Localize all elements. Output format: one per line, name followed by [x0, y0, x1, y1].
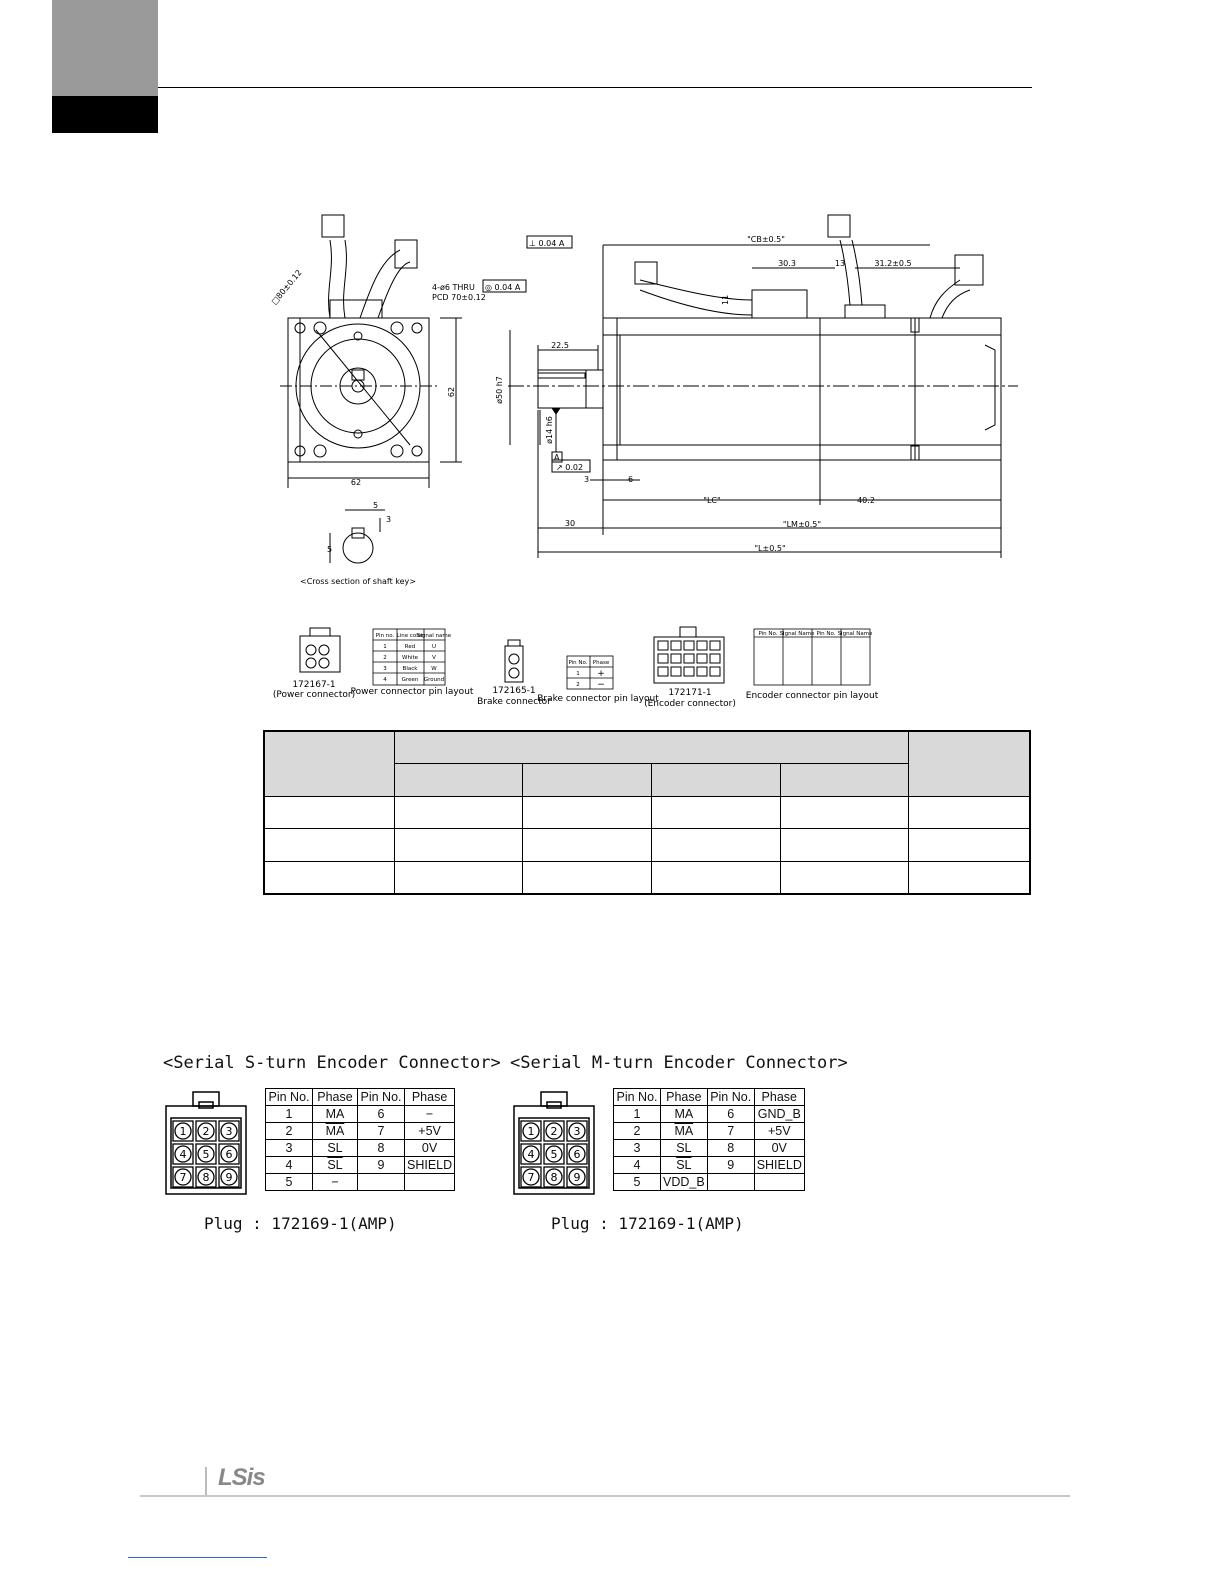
brake-layout-caption: Brake connector pin layout — [537, 694, 659, 704]
serial-m-cell: $\overline{MA}$ — [661, 1123, 708, 1140]
serial-m-cell: 8 — [707, 1140, 754, 1157]
power-cell: Black — [402, 666, 418, 672]
serial-m-cell: 0V — [754, 1140, 804, 1157]
serial-s-plug-drawing — [165, 1088, 247, 1198]
power-cell: 3 — [383, 666, 387, 672]
power-cell: V — [432, 655, 436, 661]
spec-header-cell — [909, 731, 1030, 796]
brake-cell: − — [597, 680, 605, 690]
power-cell: U — [431, 644, 437, 650]
serial-m-cell: SL — [661, 1140, 708, 1157]
serial-m-cell: GND_B — [754, 1106, 804, 1123]
dim-6: 6 — [628, 475, 634, 484]
spec-header-cell — [264, 731, 394, 796]
serial-m-plug-drawing — [513, 1088, 595, 1198]
pcd-label: PCD 70±0.12 — [432, 293, 486, 302]
serial-s-cell: $\overline{SL}$ — [313, 1157, 358, 1174]
serial-m-cell: 2 — [614, 1123, 661, 1140]
footer-divider — [205, 1467, 207, 1495]
serial-s-cell: − — [405, 1106, 455, 1123]
brake-cell: + — [597, 669, 605, 679]
encoder-th-signal2: Signal Name — [837, 631, 873, 637]
brake-cell: 2 — [576, 682, 580, 688]
serial-m-cell: 6 — [707, 1106, 754, 1123]
serial-s-cell: 7 — [358, 1123, 405, 1140]
serial-s-cell: 9 — [358, 1157, 405, 1174]
power-th-pin: Pin no. — [375, 633, 395, 639]
serial-s-pin: 6 — [225, 1148, 233, 1161]
power-cell: 2 — [383, 655, 387, 661]
serial-m-pin: 4 — [527, 1148, 535, 1161]
power-cell: 4 — [383, 677, 387, 683]
serial-s-cell: SHIELD — [405, 1157, 455, 1174]
serial-m-pin: 1 — [527, 1125, 535, 1138]
serial-s-cell: 5 — [266, 1174, 313, 1191]
serial-m-cell: 9 — [707, 1157, 754, 1174]
diag-label: □80±0.12 — [269, 268, 304, 307]
holes-label: 4-ø6 THRU — [432, 283, 475, 292]
dim-31-2: 31.2±0.5 — [874, 259, 912, 268]
brake-cell: 1 — [576, 671, 580, 677]
dim-cb: "CB±0.5" — [747, 235, 785, 244]
serial-m-cell: MA — [661, 1106, 708, 1123]
dim-11: 11 — [721, 294, 730, 305]
serial-m-cell: SHIELD — [754, 1157, 804, 1174]
shaft-dia2: ø14 h6 — [545, 416, 554, 444]
encoder-th-pin2: Pin No. — [816, 631, 836, 637]
power-cell: Red — [404, 644, 416, 650]
serial-s-cell: 0V — [405, 1140, 455, 1157]
serial-m-th: Phase — [661, 1089, 708, 1106]
brake-connector-sub: Brake connector — [477, 697, 551, 707]
conc-tolerance: ◎ 0.04 A — [485, 283, 521, 292]
serial-s-pin: 9 — [225, 1171, 233, 1184]
serial-m-th: Pin No. — [707, 1089, 754, 1106]
perp-tolerance: ⊥ 0.04 A — [529, 239, 565, 248]
serial-m-cell — [707, 1174, 754, 1191]
dim-40-2: 40.2 — [857, 496, 875, 505]
serial-s-th: Phase — [405, 1089, 455, 1106]
serial-s-pin: 1 — [179, 1125, 187, 1138]
dim-30: 30 — [564, 519, 576, 528]
footer-rule — [140, 1495, 1070, 1497]
serial-m-cell: VDD_B — [661, 1174, 708, 1191]
shaft-length: 22.5 — [551, 341, 569, 350]
side-motor-body — [603, 318, 1001, 460]
serial-m-pin: 6 — [573, 1148, 581, 1161]
spec-subheader-cell — [780, 764, 909, 796]
dim-3: 3 — [584, 475, 590, 484]
side-shaft — [538, 370, 603, 408]
dim-13: 13 — [834, 259, 846, 268]
serial-m-title: <Serial M-turn Encoder Connector> — [510, 1053, 848, 1073]
serial-m-cell: $\overline{SL}$ — [661, 1157, 708, 1174]
key-height: 3 — [386, 515, 392, 524]
serial-s-cell: − — [313, 1174, 358, 1191]
serial-s-cell: MA — [313, 1106, 358, 1123]
power-cell: Green — [401, 677, 419, 683]
power-cell: White — [402, 655, 418, 661]
serial-s-pin: 5 — [202, 1148, 210, 1161]
power-th-signal: Signal name — [416, 633, 452, 639]
runout-tolerance: ↗ 0.02 — [556, 463, 584, 472]
serial-s-cell: 4 — [266, 1157, 313, 1174]
serial-m-pin: 2 — [550, 1125, 558, 1138]
company-logo: LSis — [218, 1464, 265, 1491]
serial-s-title: <Serial S-turn Encoder Connector> — [163, 1053, 501, 1073]
key-width: 5 — [373, 501, 379, 510]
encoder-layout-caption: Encoder connector pin layout — [745, 691, 879, 701]
spec-header-cell — [394, 731, 909, 764]
serial-s-cell: SL — [313, 1140, 358, 1157]
serial-s-cell: 8 — [358, 1140, 405, 1157]
front-width-dim: 62 — [350, 478, 362, 487]
power-cell: 1 — [383, 644, 387, 650]
power-connector-sub: (Power connector) — [272, 690, 356, 700]
serial-m-pin: 7 — [527, 1171, 535, 1184]
brake-th-phase: Phase — [592, 660, 610, 666]
dim-30-3: 30.3 — [778, 259, 796, 268]
encoder-connector-sub: (Encoder connector) — [644, 699, 736, 709]
serial-m-cell — [754, 1174, 804, 1191]
power-connector-name: 172167-1 — [292, 680, 336, 690]
power-th-color: Line color — [396, 633, 424, 639]
shaft-dia: ø50 h7 — [495, 376, 504, 404]
serial-s-th: Pin No. — [266, 1089, 313, 1106]
serial-m-cell: 5 — [614, 1174, 661, 1191]
serial-s-cell: 2 — [266, 1123, 313, 1140]
serial-s-cell: 6 — [358, 1106, 405, 1123]
serial-s-cell: 1 — [266, 1106, 313, 1123]
dim-l: "L±0.5" — [754, 544, 786, 553]
serial-m-th: Phase — [754, 1089, 804, 1106]
serial-m-pin: 5 — [550, 1148, 558, 1161]
spec-row — [264, 861, 1030, 894]
footer-link-underline[interactable] — [128, 1557, 267, 1558]
serial-m-cell: 3 — [614, 1140, 661, 1157]
serial-s-cell — [358, 1174, 405, 1191]
serial-m-pin-table — [613, 1088, 805, 1191]
serial-m-plug-label: Plug : 172169-1(AMP) — [551, 1214, 744, 1233]
serial-s-pin: 2 — [202, 1125, 210, 1138]
shaft-caption: <Cross section of shaft key> — [300, 577, 416, 586]
serial-s-plug-label: Plug : 172169-1(AMP) — [204, 1214, 397, 1233]
encoder-th-pin: Pin No. — [758, 631, 778, 637]
serial-m-pin: 3 — [573, 1125, 581, 1138]
serial-s-pin: 3 — [225, 1125, 233, 1138]
serial-m-pin: 8 — [550, 1171, 558, 1184]
serial-m-cell: +5V — [754, 1123, 804, 1140]
dim-lm: "LM±0.5" — [782, 520, 822, 529]
serial-s-pin: 7 — [179, 1171, 187, 1184]
spec-subheader-cell — [394, 764, 523, 796]
serial-m-cell: 7 — [707, 1123, 754, 1140]
serial-m-cell: 4 — [614, 1157, 661, 1174]
serial-s-pin: 8 — [202, 1171, 210, 1184]
serial-s-cell: $\overline{MA}$ — [313, 1123, 358, 1140]
encoder-connector-name: 172171-1 — [668, 688, 712, 698]
brake-connector-name: 172165-1 — [492, 686, 536, 696]
motor-dimension-drawing — [0, 0, 1224, 720]
serial-m-cell: 1 — [614, 1106, 661, 1123]
power-cell: W — [431, 666, 437, 672]
spec-table — [263, 730, 1031, 895]
spec-row — [264, 829, 1030, 861]
power-cell: Ground — [423, 677, 445, 683]
dim-lc: "LC" — [703, 496, 721, 505]
front-height-dim: 62 — [447, 386, 456, 398]
encoder-th-signal: Signal Name — [779, 631, 815, 637]
serial-s-th: Phase — [313, 1089, 358, 1106]
serial-s-pin-table — [265, 1088, 455, 1191]
serial-s-cell: +5V — [405, 1123, 455, 1140]
spec-row — [264, 796, 1030, 828]
spec-subheader-cell — [523, 764, 652, 796]
brake-th-pin: Pin No. — [568, 660, 588, 666]
serial-m-pin: 9 — [573, 1171, 581, 1184]
power-layout-caption: Power connector pin layout — [350, 687, 474, 697]
serial-s-th: Pin No. — [358, 1089, 405, 1106]
serial-s-cell: 3 — [266, 1140, 313, 1157]
datum-label: A — [554, 453, 560, 462]
key-side: 5 — [327, 545, 333, 554]
serial-s-cell — [405, 1174, 455, 1191]
spec-subheader-cell — [651, 764, 780, 796]
serial-m-th: Pin No. — [614, 1089, 661, 1106]
serial-s-pin: 4 — [179, 1148, 187, 1161]
